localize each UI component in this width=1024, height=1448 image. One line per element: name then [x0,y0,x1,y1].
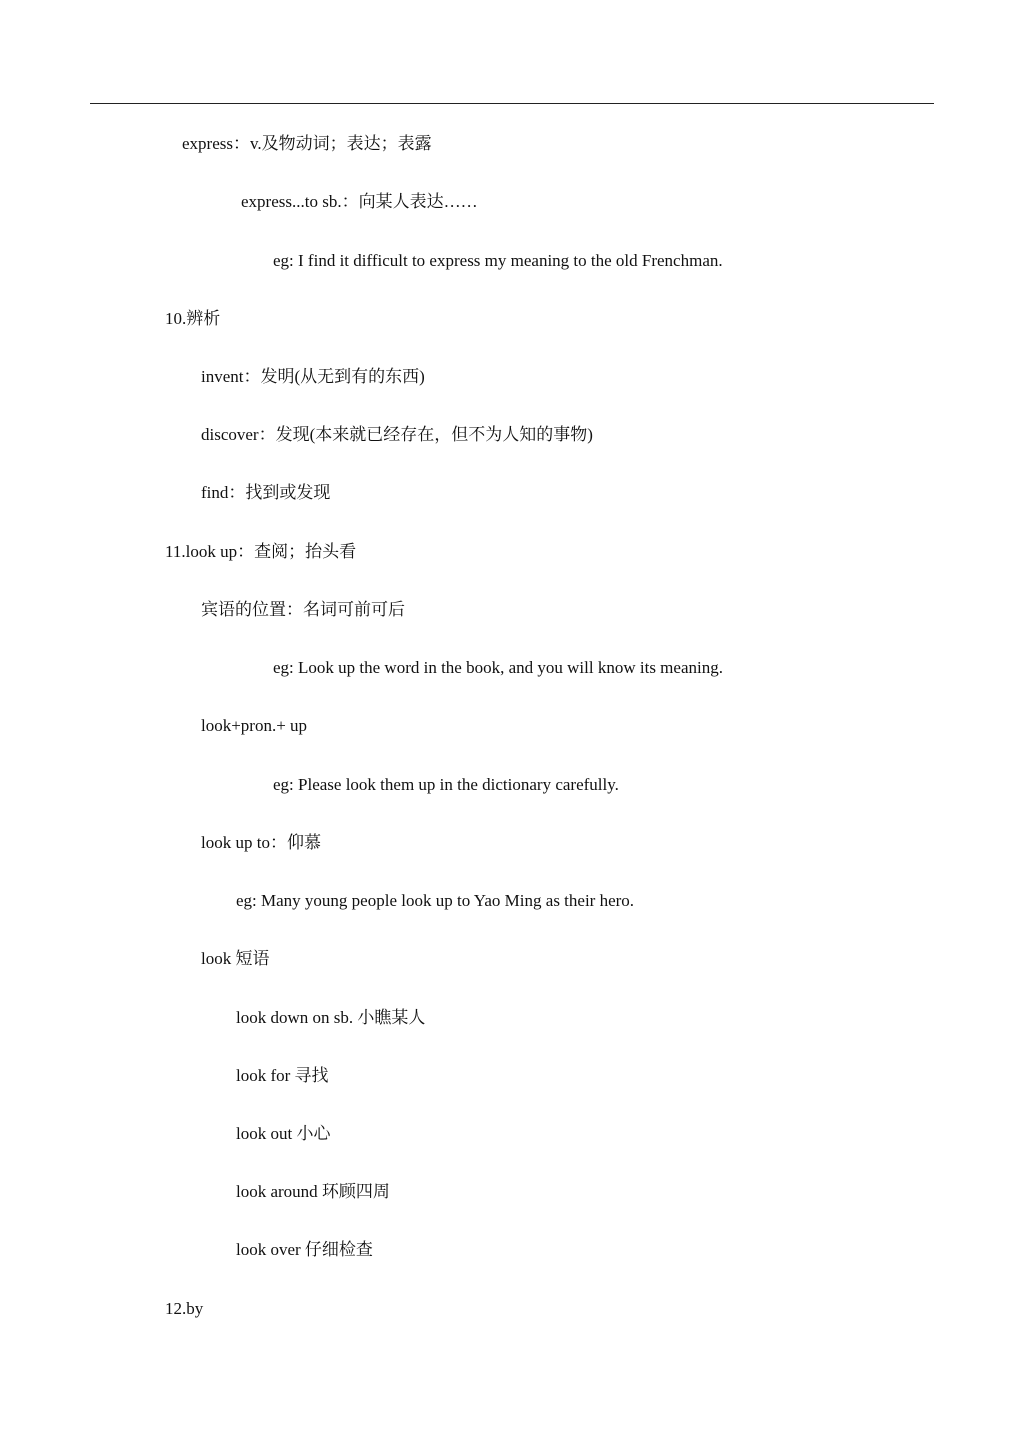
look-up-example: eg: Look up the word in the book, and you will know its meaning. [273,658,723,677]
look-phrases-heading: look 短语 [201,949,270,968]
phrase-look-around: look around 环顾四周 [236,1182,390,1201]
phrase-look-down-on: look down on sb. 小瞧某人 [236,1008,426,1027]
express-to-sb-usage: express...to sb.：向某人表达…… [241,192,478,211]
phrase-look-over: look over 仔细检查 [236,1240,373,1259]
discover-definition: discover：发现(本来就已经存在，但不为人知的事物) [201,425,593,444]
invent-definition: invent：发明(从无到有的东西) [201,367,425,386]
look-them-up-example: eg: Please look them up in the dictionary carefully. [273,775,619,794]
look-pron-up-pattern: look+pron.+ up [201,716,308,735]
look-up-to-definition: look up to：仰慕 [201,833,321,852]
express-example: eg: I find it difficult to express my meaning to the old Frenchman. [273,251,723,270]
phrase-look-for: look for 寻找 [236,1066,329,1085]
phrase-look-out: look out 小心 [236,1124,331,1143]
section-11-heading: 11.look up：查阅；抬头看 [165,542,357,561]
express-definition: express：v.及物动词；表达；表露 [182,134,432,153]
object-position-note: 宾语的位置：名词可前可后 [201,600,405,619]
header-rule [90,103,934,104]
look-up-to-example: eg: Many young people look up to Yao Ming as their hero. [236,891,635,910]
find-definition: find：找到或发现 [201,483,331,502]
section-10-heading: 10.辨析 [165,309,221,328]
section-12-heading: 12.by [165,1299,204,1318]
